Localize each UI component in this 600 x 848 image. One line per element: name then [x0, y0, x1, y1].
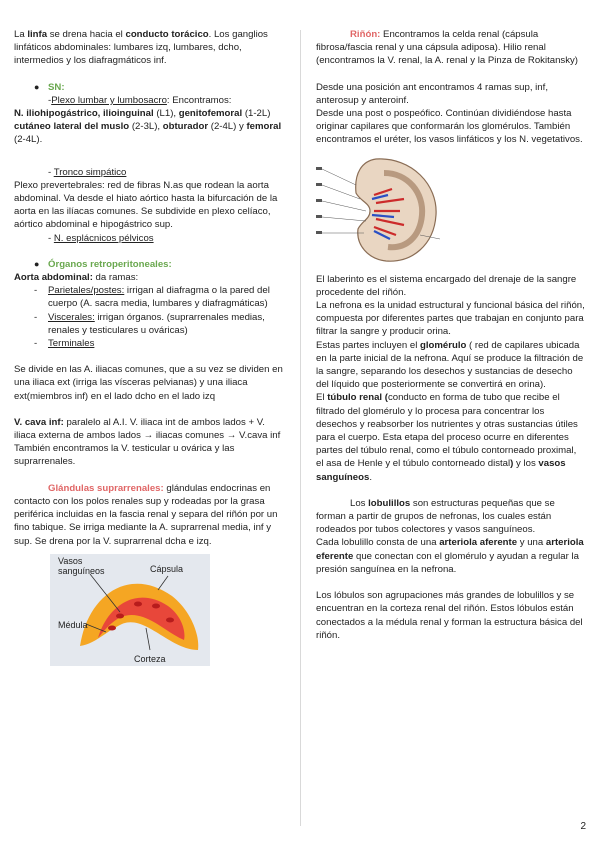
- annotation-mark: [316, 199, 322, 202]
- vessel-dot: [166, 617, 174, 622]
- adrenal-gland-figure: [50, 554, 210, 666]
- tronco-simpatico-line: - Tronco simpático: [48, 166, 127, 178]
- label-sanguineos: sanguíneos: [58, 565, 105, 576]
- annotation-mark: [316, 231, 322, 234]
- aorta-line: Aorta abdominal: da ramas:: [14, 272, 139, 284]
- label-medula: Médula: [58, 619, 88, 630]
- rinon-paragraph: Riñón: Encontramos la celda renal (cápsula fibrosa/fascia renal y una cápsula adiposa). Hilio renal (encontramos la V. renal, la A. renal y la Pinza de Rokitansky): [316, 29, 579, 67]
- column-divider: [300, 30, 301, 826]
- sn-heading: ● SN:: [34, 81, 65, 93]
- vessel-dot: [152, 603, 160, 608]
- vcava-paragraph: V. cava inf: paralelo al A.I. V. iliaca int de ambos lados + V. iliaca externa de ambos lados → iliacas comunes → V.cava inf: [14, 416, 281, 442]
- vessel-dot: [108, 625, 116, 630]
- nefrona-paragraph: La nefrona es la unidad estructural y funcional básica del riñón, compuesta por diferentes partes que trabajan en conjunto para filtrar la sangre y producir orina.: [316, 300, 585, 338]
- label-capsula: Cápsula: [150, 563, 184, 574]
- annotation-mark: [316, 215, 322, 218]
- kidney-figure: [316, 155, 444, 265]
- iliacas-paragraph: Se divide en las A. iliacas comunes, que a su vez se dividen en una iliaca ext (irriga las vísceras pelvianas) y una iliaca ext(miembros inf) en el lado dcho en el lado izq: [14, 364, 283, 402]
- post-paragraph: Desde una post o pospeófico. Continúan dividiéndose hasta originar capilares que conformarán los glomérulos. También encontramos el uréter, los vasos linfáticos y los N. vegetativos.: [316, 108, 583, 146]
- ramas-parietales: - Parietales/postes: irrigan al diafragma o la pared del cuerpo (A. sacra media, lumbares y diafragmáticas): [34, 285, 270, 310]
- lobulos-paragraph: Los lóbulos son agrupaciones más grandes de lobulillos y se encuentran en la corteza renal del riñón. Estos lóbulos están conectados a la médula renal y forman la estructura básica del riñón.: [316, 590, 583, 641]
- plexo-lumbar-line: -Plexo lumbar y lumbosacro: Encontramos:: [48, 94, 232, 106]
- nerves-paragraph: N. iliohipogástrico, ilioinguinal (L1), genitofemoral (1-2L) cutáneo lateral del muslo (2-3L), obturador (2-4L) y femoral (2-4L).: [14, 108, 282, 146]
- suprarrenales-paragraph: Glándulas suprarrenales: glándulas endocrinas en contacto con los polos renales sup y rodeadas por la grasa periférica incluidas en la fascia renal y separa del riñón por un fino tabique. Se irriga mediante la A. suprarrenal media, inf y sup. Se drena por la V. suprarrenal dcha e izq.: [14, 482, 278, 547]
- label-corteza: Corteza: [134, 653, 166, 664]
- tubulo-paragraph: El túbulo renal (conducto en forma de tubo que recibe el filtrado del glomérulo y lo procesa para concentrar los desechos y reabsorber los nutrientes y otras sustancias útiles para el cuerpo. Esta etapa del proceso ocurre en diferentes partes del túbulo renal, como el túbulo contorneado proximal, el asa de Henle y el túbulo contorneado distal) y los vasos sanguíneos.: [316, 392, 578, 483]
- laberinto-paragraph: El laberinto es el sistema encargado del drenaje de la sangre procedente del riñón.: [316, 273, 577, 298]
- annotation-mark: [316, 167, 322, 170]
- ramas-terminales: - Terminales: [34, 338, 95, 350]
- linfa-paragraph: La linfa se drena hacia el conducto torácico. Los ganglios linfáticos abdominales: lumbares izq, lumbares, dcho, intermedios y los diafragmáticos inf.: [14, 29, 268, 67]
- label-vasos: Vasos: [58, 555, 83, 566]
- vcava-paragraph-2: También encontramos la V. testicular u ovárica y las suprarrenales.: [14, 443, 235, 468]
- plexo-prevertebral-paragraph: Plexo prevertebrales: red de fibras N.as que rodean la aorta abdominal. Va desde el hiato aórtico hasta la bifurcación de la aorta en las ilíacas comunes. Se subdivide en plexo celíaco, aórtico abdominal e hipogástrico sup.: [14, 179, 278, 231]
- ramas-paragraph: Desde una posición ant encontramos 4 ramas sup, inf, anterosup y anteroinf.: [316, 81, 548, 106]
- annotation-mark: [316, 183, 322, 186]
- left-column: [14, 28, 284, 666]
- vessel-dot: [134, 601, 142, 606]
- glomerulo-paragraph: Estas partes incluyen el glomérulo ( red de capilares ubicada en la parte inicial de la nefrona. Aquí se produce la filtración de la sangre, separando los desechos y sustancias de desecho del líquido que posteriormente se convertirá en orina).: [316, 339, 584, 391]
- page-number: 2: [580, 821, 586, 832]
- ramas-viscerales: - Viscerales: irrigan órganos. (suprarrenales medias, renales y testiculares u ováricas): [34, 311, 265, 336]
- vessel-dot: [116, 613, 124, 618]
- arteriolas-paragraph: Cada lobulillo consta de una arteriola aferente y una arteriola eferente que conectan con el glomérulo y ayudan a regular la presión sanguínea en la nefrona.: [316, 537, 584, 575]
- retroperitoneales-heading: ● Órganos retroperitoneales:: [34, 258, 172, 270]
- right-column: [316, 28, 586, 642]
- esplacnicos-line: - N. esplácnicos pélvicos: [48, 232, 154, 244]
- lobulillos-paragraph: Los lobulillos son estructuras pequeñas que se forman a partir de grupos de nefronas, los cuales están rodeados por tubos colectores y vasos sanguíneos.: [316, 497, 555, 536]
